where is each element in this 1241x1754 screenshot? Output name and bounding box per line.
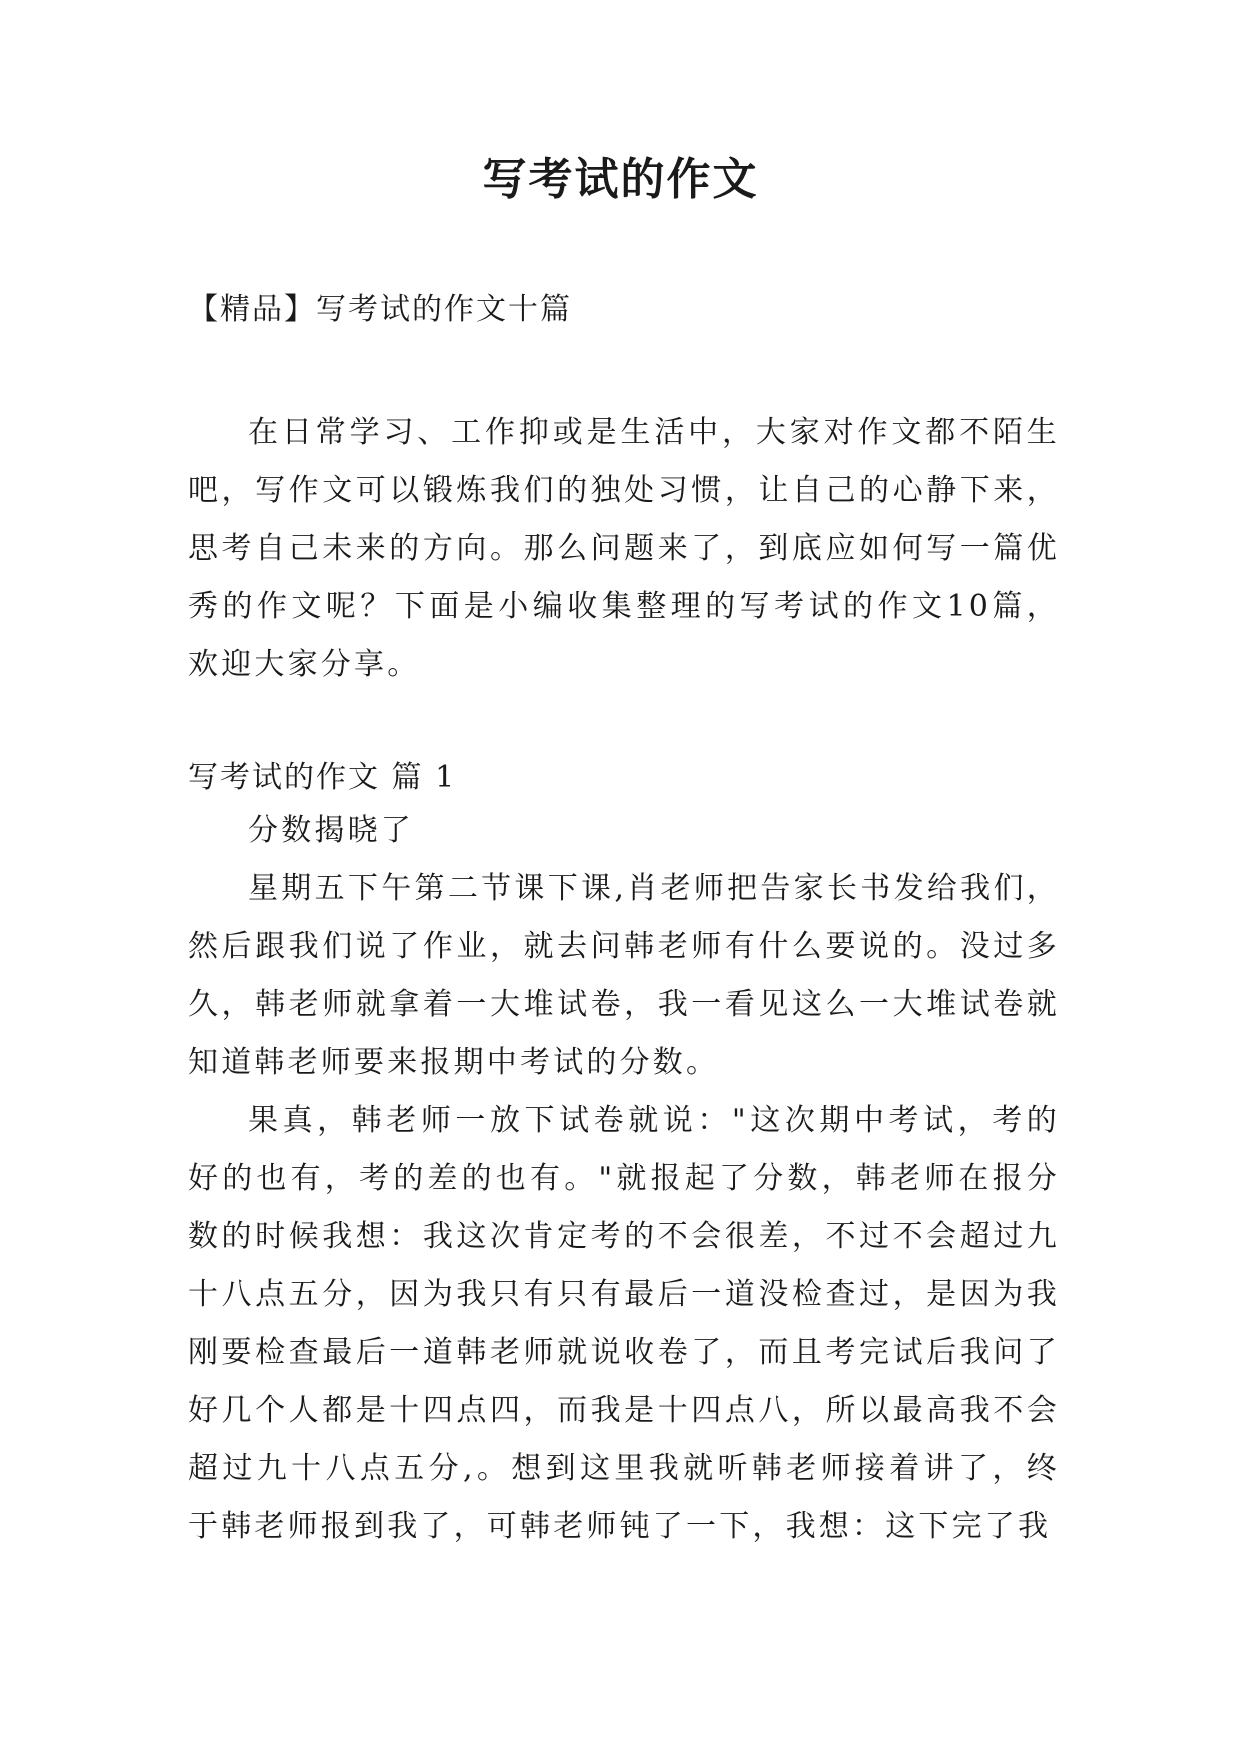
document-subtitle: 【精品】写考试的作文十篇 (188, 292, 572, 327)
essay-title: 分数揭晓了 (248, 813, 414, 848)
essay-block (188, 802, 1060, 1556)
intro-block (188, 404, 1060, 694)
essay-paragraph: 星期五下午第二节课下课,肖老师把告家长书发给我们，然后跟我们说了作业，就去问韩老师有什么要说的。没过多久，韩老师就拿着一大堆试卷，我一看见这么一大堆试卷就知道韩老师要来报期中考试的分数。 (188, 871, 1060, 1080)
document-title: 写考试的作文 (482, 154, 759, 205)
section-heading: 写考试的作文 篇 1 (188, 760, 457, 795)
intro-paragraph: 在日常学习、工作抑或是生活中，大家对作文都不陌生吧，写作文可以锻炼我们的独处习惯，让自己的心静下来，思考自己未来的方向。那么问题来了，到底应如何写一篇优秀的作文呢？下面是小编收集整理的写考试的作文10篇，欢迎大家分享。 (188, 415, 1060, 682)
essay-paragraph: 果真，韩老师一放下试卷就说："这次期中考试，考的好的也有，考的差的也有。"就报起了分数，韩老师在报分数的时候我想：我这次肯定考的不会很差，不过不会超过九十八点五分，因为我只有只有最后一道没检查过，是因为我刚要检查最后一道韩老师就说收卷了，而且考完试后我问了好几个人都是十四点四，而我是十四点八，所以最高我不会超过九十八点五分,。想到这里我就听韩老师接着讲了，终于韩老师报到我了，可韩老师钝了一下，我想：这下完了我 (188, 1103, 1060, 1544)
